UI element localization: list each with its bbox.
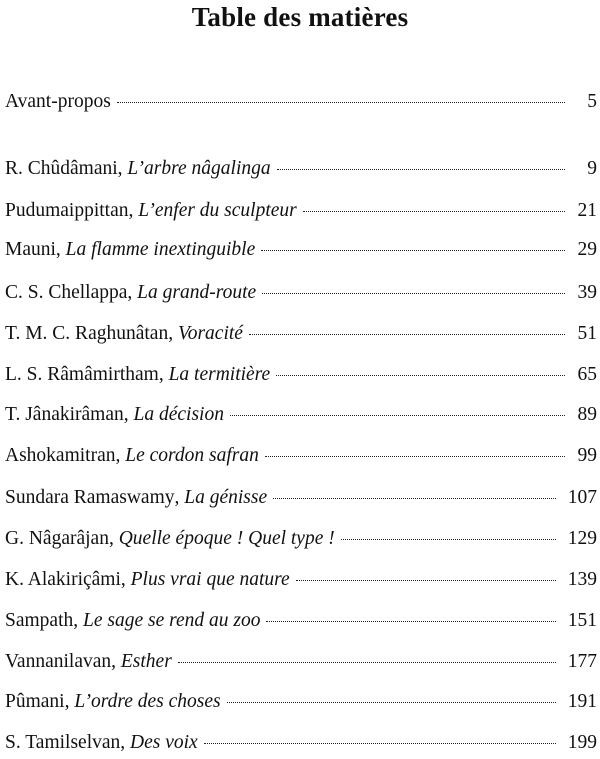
- toc-entry: [5, 568, 597, 592]
- entry-separator: ,: [120, 732, 131, 753]
- dot-leader: [341, 539, 556, 540]
- entry-page-number: 107: [567, 487, 597, 508]
- entry-separator: ,: [174, 487, 185, 508]
- entry-title: La grand-route: [137, 282, 257, 303]
- toc-entry: [5, 690, 597, 714]
- dot-leader: [277, 169, 565, 170]
- entry-title: La génisse: [184, 487, 268, 508]
- toc-entry: [5, 238, 597, 262]
- entry-title: L’enfer du sculpteur: [138, 200, 297, 221]
- page-title: Table des matières: [191, 2, 409, 32]
- entry-separator: ,: [55, 239, 66, 260]
- dot-leader: [178, 662, 556, 663]
- dot-leader: [230, 415, 565, 416]
- entry-author: Avant-propos: [5, 91, 111, 112]
- entry-separator: ,: [111, 651, 121, 672]
- dot-leader: [296, 580, 556, 581]
- entry-page-number: 5: [587, 91, 597, 112]
- entry-page-number: 129: [567, 528, 597, 549]
- dot-leader: [265, 456, 565, 457]
- dot-leader: [262, 293, 565, 294]
- dot-leader: [273, 498, 556, 499]
- entry-page-number: 29: [577, 239, 597, 260]
- entry-title: Le sage se rend au zoo: [83, 610, 261, 631]
- entry-title: Le cordon safran: [125, 445, 259, 466]
- entry-title: Voracité: [177, 323, 243, 344]
- dot-leader: [117, 102, 565, 103]
- entry-separator: ,: [168, 323, 178, 344]
- toc-entry: [5, 731, 597, 755]
- entry-title: Des voix: [130, 732, 198, 753]
- toc-entry: [5, 486, 597, 510]
- entry-author: T. M. C. Raghunâtan: [5, 323, 169, 344]
- toc-entry: [5, 527, 597, 551]
- toc-entry: [5, 199, 597, 223]
- toc-entry: [5, 157, 597, 181]
- dot-leader: [261, 250, 565, 251]
- entry-page-number: 51: [577, 323, 597, 344]
- entry-title: La décision: [133, 404, 224, 425]
- entry-page-number: 139: [567, 569, 597, 590]
- entry-author: Ashokamitran: [5, 445, 116, 466]
- entry-title: Esther: [120, 651, 172, 672]
- entry-separator: ,: [127, 282, 138, 303]
- entry-separator: ,: [117, 158, 128, 179]
- entry-title: L’arbre nâgalinga: [127, 158, 271, 179]
- entry-author: G. Nâgarâjan: [5, 528, 109, 549]
- entry-page-number: 99: [577, 445, 597, 466]
- entry-author: L. S. Râmâmirtham: [5, 364, 159, 385]
- entry-author: Vannanilavan: [5, 651, 112, 672]
- entry-page-number: 191: [567, 691, 597, 712]
- entry-page-number: 199: [567, 732, 597, 753]
- entry-separator: ,: [108, 528, 119, 549]
- entry-page-number: 9: [587, 158, 597, 179]
- entry-separator: ,: [120, 569, 131, 590]
- entry-author: K. Alakiriçâmi: [5, 569, 121, 590]
- entry-author: Mauni: [5, 239, 56, 260]
- entry-separator: ,: [158, 364, 169, 385]
- dot-leader: [249, 334, 565, 335]
- entry-separator: ,: [64, 691, 75, 712]
- entry-author: R. Chûdâmani: [5, 158, 118, 179]
- dot-leader: [303, 211, 565, 212]
- toc-entry: [5, 609, 597, 633]
- entry-author: Pûmani: [5, 691, 65, 712]
- entry-author: Pudumaippittan: [5, 200, 129, 221]
- entry-title: La termitière: [168, 364, 271, 385]
- entry-title: Quelle époque ! Quel type !: [118, 528, 335, 549]
- entry-author: Sundara Ramaswamy: [5, 487, 175, 508]
- dot-leader: [204, 743, 556, 744]
- entry-title: Plus vrai que nature: [130, 569, 290, 590]
- entry-title: L’ordre des choses: [74, 691, 221, 712]
- dot-leader: [276, 375, 565, 376]
- entry-author: C. S. Chellappa: [5, 282, 128, 303]
- entry-separator: ,: [123, 404, 134, 425]
- entry-separator: ,: [115, 445, 126, 466]
- entry-page-number: 151: [567, 610, 597, 631]
- toc-entry: [5, 444, 597, 468]
- toc-entry: [5, 650, 597, 674]
- entry-author: T. Jânakirâman: [5, 404, 124, 425]
- entry-page-number: 39: [577, 282, 597, 303]
- entry-page-number: 89: [577, 404, 597, 425]
- dot-leader: [266, 621, 555, 622]
- toc-entry: [5, 403, 597, 427]
- entry-page-number: 65: [577, 364, 597, 385]
- toc-entry: [5, 281, 597, 305]
- toc-entry: [5, 363, 597, 387]
- entry-title: La flamme inextinguible: [65, 239, 256, 260]
- toc-entry: [5, 322, 597, 346]
- entry-author: Sampath: [5, 610, 74, 631]
- entry-page-number: 21: [577, 200, 597, 221]
- toc-entry-foreword: [5, 90, 597, 114]
- entry-author: S. Tamilselvan: [5, 732, 121, 753]
- entry-separator: ,: [128, 200, 139, 221]
- dot-leader: [227, 702, 556, 703]
- entry-separator: ,: [73, 610, 83, 631]
- entry-page-number: 177: [567, 651, 597, 672]
